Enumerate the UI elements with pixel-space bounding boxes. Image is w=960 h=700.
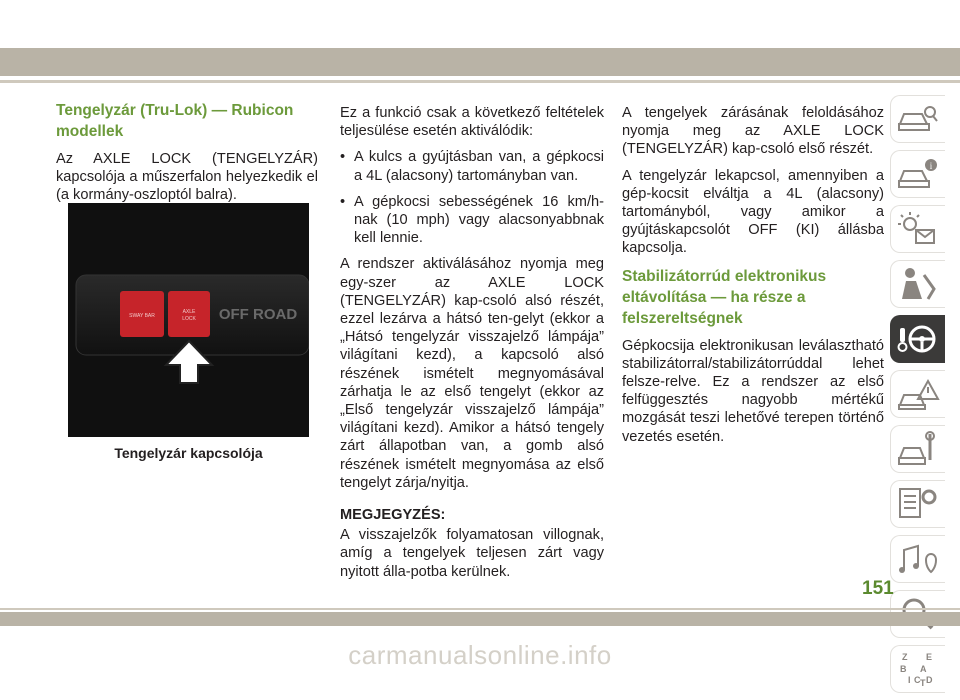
tab-multimedia[interactable]	[890, 535, 945, 583]
svg-text:i: i	[929, 161, 933, 171]
top-band	[0, 48, 960, 76]
svg-text:T: T	[920, 678, 926, 688]
left-paragraph: Az AXLE LOCK (TENGELYZÁR) kapcsolója a műszerfalon helyezkedik el (a kormány-oszloptól balra).	[56, 151, 318, 204]
right-paragraph-3: Gépkocsija elektronikusan leválasztható stabilizátorral/stabilizátorrúddal lehet felsze-relve. Ez a rendszer az első felfüggesztés nagyobb mértékű mozgását teszi lehetővé terepen történő vezetés esetén.	[622, 337, 884, 445]
svg-text:C: C	[914, 675, 921, 685]
svg-text:LOCK: LOCK	[182, 316, 196, 322]
svg-text:B: B	[900, 664, 907, 674]
list-item: • A gépkocsi sebességének 16 km/h-nak (10 mph) vagy alacsonyabbnak kell lennie.	[340, 193, 604, 247]
section-heading-axle-lock: Tengelyzár (Tru-Lok) — Rubicon modellek	[56, 102, 294, 140]
svg-text:SWAY BAR: SWAY BAR	[129, 313, 155, 319]
middle-paragraph: A rendszer aktiválásához nyomja meg egy-szer az AXLE LOCK (TENGELYZÁR) kap-csoló alsó részét, ezzel lezárva a hátsó ten-gelyt (ekkor a „Hátsó tengelyzár visszajelző lámpája” világítani kezd), a kapcsoló alsó részének ismételt megnyomásával zárhatja le az első tengelyt (ekkor az „Első tengelyzár visszajelző lámpája” világítani kezd). Amikor a hátsó tengely zárt állapotban van, a gomb alsó részének ismételt megnyomása az első tengelyt zárja/nyitja.	[340, 256, 604, 491]
emergency-triangle-icon	[896, 375, 940, 413]
middle-column	[340, 104, 604, 589]
switch-photo-illustration	[68, 203, 309, 437]
warning-lights-envelope-icon	[896, 210, 940, 248]
bottom-band	[0, 612, 960, 626]
tab-vehicle-overview[interactable]	[890, 95, 945, 143]
car-info-icon	[896, 155, 940, 193]
tab-instrument-lights[interactable]	[890, 205, 945, 253]
svg-text:I: I	[908, 675, 911, 685]
photo-caption: Tengelyzár kapcsolója	[114, 445, 263, 461]
multimedia-music-icon	[896, 540, 940, 578]
car-magnifier-icon	[896, 100, 940, 138]
section-heading-sway-bar: Stabilizátorrúd elektronikus eltávolítása — ha része a felszereltségnek	[622, 267, 827, 327]
tab-emergency[interactable]	[890, 370, 945, 418]
right-column	[622, 104, 884, 454]
note-title: MEGJEGYZÉS:	[340, 507, 446, 524]
tab-safety[interactable]	[890, 260, 945, 308]
top-band-line	[0, 80, 960, 83]
right-paragraph-1: A tengelyek zárásának feloldásához nyomja meg az AXLE LOCK (TENGELYZÁR) kap-csoló első részét.	[622, 105, 884, 158]
left-column	[56, 100, 318, 213]
off-road-label: OFF ROAD	[218, 306, 298, 323]
axle-lock-switch-photo	[68, 203, 309, 437]
safety-person-icon	[896, 265, 940, 303]
tab-car-info[interactable]	[890, 150, 945, 198]
bullet-text: A gépkocsi sebességének 16 km/h-nak (10 mph) vagy alacsonyabbnak kell lennie.	[354, 193, 604, 247]
tab-technical-specs[interactable]	[890, 480, 945, 528]
bullet-text: A kulcs a gyújtásban van, a gépkocsi a 4L (alacsony) tartományban van.	[354, 149, 604, 184]
right-paragraph-2: A tengelyzár lekapcsol, amennyiben a gép-kocsit elváltja a 4L (alacsony) tartományból, vagy amikor a gyújtáskapcsolót OFF (KI) állásba kapcsolja.	[622, 167, 884, 257]
watermark-text: carmanualsonline.info	[348, 640, 612, 670]
svg-text:AXLE: AXLE	[182, 309, 196, 315]
note-text: A visszajelzők folyamatosan villognak, amíg a tengelyek teljesen zárt vagy nyitott álla-potba kerülnek.	[340, 527, 604, 580]
steering-wheel-key-icon	[896, 320, 940, 358]
car-wrench-icon	[896, 430, 940, 468]
list-item: • A kulcs a gyújtásban van, a gépkocsi a 4L (alacsony) tartományban van.	[340, 149, 604, 184]
tab-starting-operating[interactable]	[890, 315, 945, 363]
svg-text:E: E	[926, 652, 933, 662]
page-number: 151	[862, 578, 894, 599]
svg-text:Z: Z	[902, 652, 908, 662]
svg-text:A: A	[920, 664, 927, 674]
bottom-band-line	[0, 608, 960, 610]
tab-servicing[interactable]	[890, 425, 945, 473]
middle-intro: Ez a funkció csak a következő feltételek teljesülése esetén aktiválódik:	[340, 105, 604, 140]
svg-text:D: D	[926, 675, 933, 685]
spec-sheet-gear-icon	[896, 485, 940, 523]
